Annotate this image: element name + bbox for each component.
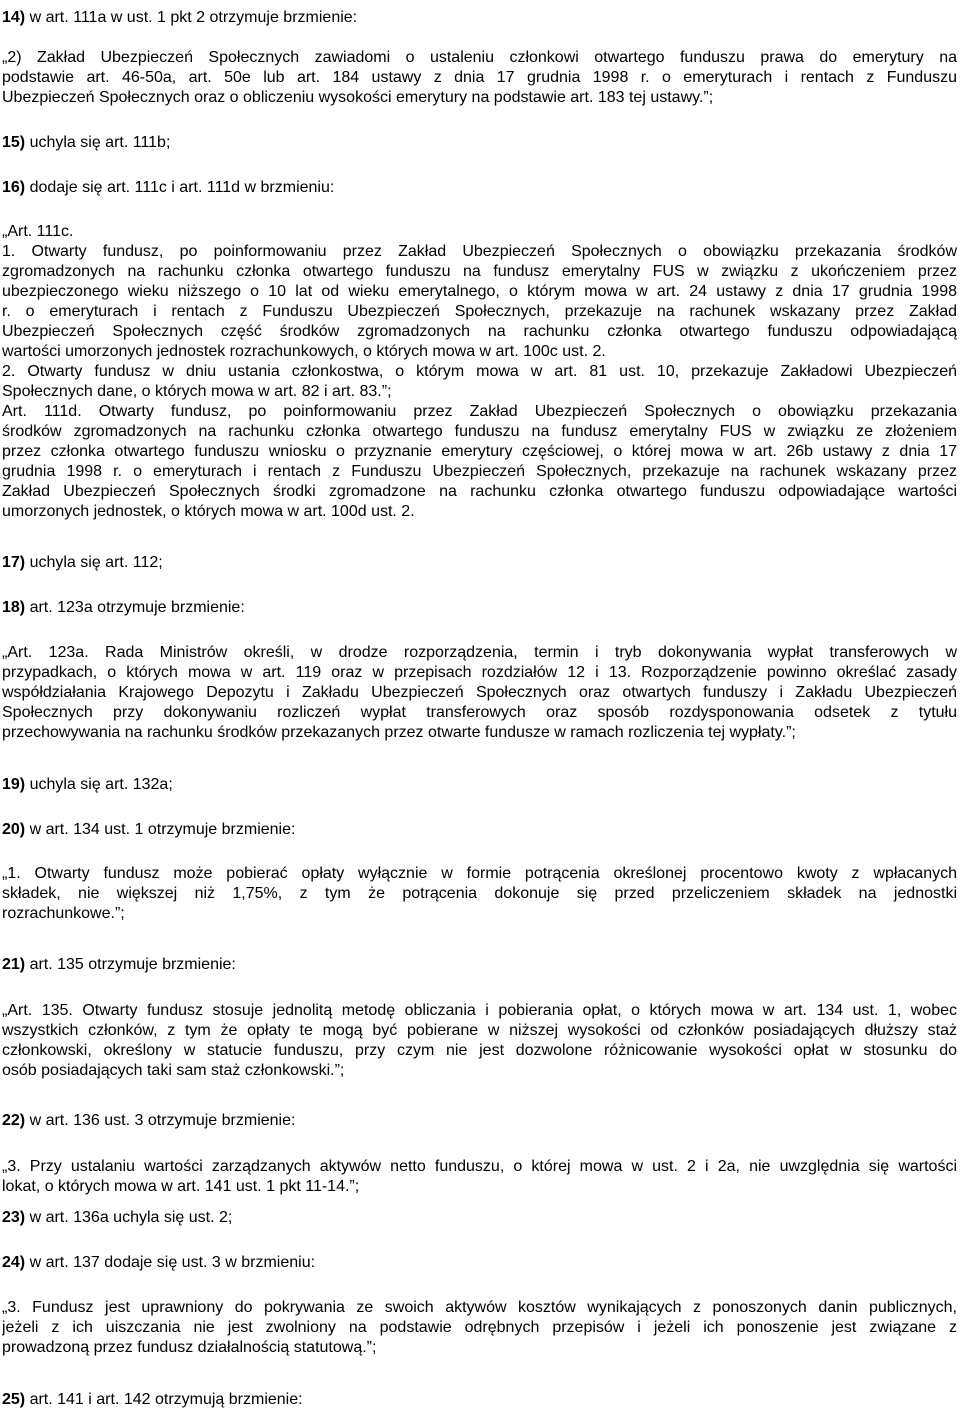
quoted-provision-line: Ubezpieczeń Społecznych część środków zgromadzonych na rachunku członka otwartego funduszu odpowiadającą [2, 323, 957, 340]
quoted-provision-line: 1. Otwarty fundusz, po poinformowaniu przez Zakład Ubezpieczeń Społecznych o obowiązku przekazania środków [2, 243, 957, 260]
amendment-heading [2, 553, 957, 573]
quoted-provision-line: jeżeli z ich uiszczania nie jest zwolniony na podstawie odrębnych przepisów i jeżeli ich ponoszenie jest związane z [2, 1319, 957, 1336]
amendment-instruction: uchyla się art. 111b; [25, 134, 171, 151]
quoted-provision-line: „3. Przy ustalaniu wartości zarządzanych aktywów netto funduszu, o której mowa w ust. 2 i 2a, nie uwzględnia się wartości [2, 1158, 957, 1175]
amendment-number: 15) [2, 134, 26, 151]
quoted-provision-line: Społecznych dane, o których mowa w art. 82 i art. 83.”; [2, 383, 392, 400]
quoted-provision-line: zgromadzonych na rachunku członka otwartego funduszu na fundusz emerytalny FUS w związku z ukończeniem przez [2, 263, 957, 280]
amendment-heading [2, 598, 957, 618]
amendment-instruction: uchyla się art. 132a; [25, 776, 173, 793]
quoted-provision-line: „2) Zakład Ubezpieczeń Społecznych zawiadomi o ustaleniu członkowi otwartego funduszu prawa do emerytury na [2, 49, 957, 66]
amendment-instruction: art. 135 otrzymuje brzmienie: [25, 956, 236, 973]
quoted-provision-line: ubezpieczonego wieku niższego o 10 lat od wieku emerytalnego, o którym mowa w art. 24 ustawy z dnia 17 grudnia 1998 [2, 283, 957, 300]
quoted-provision-line: podstawie art. 46-50a, art. 50e lub art. 184 ustawy z dnia 17 grudnia 1998 r. o emeryturach i rentach z Funduszu [2, 69, 957, 86]
amendment-instruction: uchyla się art. 112; [25, 554, 163, 571]
amendment-heading [2, 8, 957, 28]
amendment-number: 22) [2, 1112, 26, 1129]
quoted-provision-line: przez członka otwartego funduszu wniosku o przyznanie emerytury częściowej, o której mowa w art. 26b ustawy z dnia 17 [2, 443, 957, 460]
quoted-provision-line: grudnia 1998 r. o emeryturach i rentach z Funduszu Ubezpieczeń Społecznych, przekazuje na rachunek wskazany przez [2, 463, 957, 480]
amendment-number: 18) [2, 599, 26, 616]
quoted-provision-line: umorzonych jednostek, o których mowa w art. 100d ust. 2. [2, 503, 415, 520]
quoted-provision-line: „3. Fundusz jest uprawniony do pokrywania ze swoich aktywów kosztów wynikających z ponoszonych danin publicznych, [2, 1299, 957, 1316]
amendment-heading [2, 955, 957, 975]
quoted-provision-line: wszystkich członków, z tym że opłaty te mogą być pobierane w niższej wysokości od członków posiadających dłuższy staż [2, 1022, 957, 1039]
amendment-number: 17) [2, 554, 26, 571]
quoted-provision-line: współdziałania Krajowego Depozytu i Zakładu Ubezpieczeń Społecznych oraz otwartych funduszy i Zakładu Ubezpieczeń [2, 684, 957, 701]
quoted-provision-line: osób posiadających taki sam staż członkowski.”; [2, 1062, 345, 1079]
amendment-instruction: w art. 137 dodaje się ust. 3 w brzmieniu: [25, 1254, 316, 1271]
quoted-provision-line: przypadkach, o których mowa w art. 119 oraz w przepisach rozdziałów 12 i 13. Rozporządzenie powinno określać zasady [2, 664, 957, 681]
quoted-provision-line: środków zgromadzonych na rachunku członka otwartego funduszu na fundusz emerytalny FUS w związku ze złożeniem [2, 423, 957, 440]
amendment-number: 25) [2, 1391, 26, 1408]
amendment-number: 21) [2, 956, 26, 973]
amendment-instruction: art. 141 i art. 142 otrzymują brzmienie: [25, 1391, 303, 1408]
amendment-number: 20) [2, 821, 26, 838]
quoted-provision-line: Społecznych przy dokonywaniu rozliczeń wypłat transferowych oraz sposób rozdysponowania odsetek z tytułu [2, 704, 957, 721]
amendment-heading [2, 133, 957, 153]
amendment-instruction: w art. 111a w ust. 1 pkt 2 otrzymuje brzmienie: [25, 9, 358, 26]
amendment-heading [2, 1253, 957, 1273]
quoted-provision-line: 2. Otwarty fundusz w dniu ustania członkostwa, o którym mowa w art. 81 ust. 10, przekazuje Zakładowi Ubezpieczeń [2, 363, 957, 380]
amendment-number: 14) [2, 9, 26, 26]
quoted-provision-line: składek, nie większej niż 1,75%, z tym że potrącenia dokonuje się przed przeliczeniem składek na jednostki [2, 885, 957, 902]
amendment-instruction: art. 123a otrzymuje brzmienie: [25, 599, 245, 616]
amendment-number: 16) [2, 179, 26, 196]
quoted-provision-line: „Art. 135. Otwarty fundusz stosuje jednolitą metodę obliczania i pobierania opłat, o których mowa w art. 134 ust. 1, wobec [2, 1002, 957, 1019]
amendment-heading [2, 775, 957, 795]
amendment-instruction: w art. 136a uchyla się ust. 2; [25, 1209, 233, 1226]
amendment-number: 23) [2, 1209, 26, 1226]
quoted-provision-line: „Art. 123a. Rada Ministrów określi, w drodze rozporządzenia, termin i tryb dokonywania wypłat transferowych w [2, 644, 957, 661]
quoted-provision-line: rozrachunkowe.”; [2, 905, 125, 922]
quoted-provision-line: „1. Otwarty fundusz może pobierać opłaty wyłącznie w formie potrącenia określonej procentowo kwoty z wpłacanych [2, 865, 957, 882]
amendment-instruction: dodaje się art. 111c i art. 111d w brzmieniu: [25, 179, 335, 196]
amendment-heading [2, 1390, 957, 1410]
quoted-provision-line: „Art. 111c. [2, 223, 74, 240]
amendment-instruction: w art. 134 ust. 1 otrzymuje brzmienie: [25, 821, 296, 838]
quoted-provision-line: Ubezpieczeń Społecznych oraz o obliczeniu wysokości emerytury na podstawie art. 183 tej ustawy.”; [2, 89, 714, 106]
quoted-provision-line: Art. 111d. Otwarty fundusz, po poinformowaniu przez Zakład Ubezpieczeń Społecznych o obowiązku przekazania [2, 403, 957, 420]
quoted-provision-line: członkowski, określony w statucie funduszu, przy czym nie jest dozwolone różnicowanie wysokości opłat w stosunku do [2, 1042, 957, 1059]
amendment-heading [2, 1111, 957, 1131]
quoted-provision-line: Zakład Ubezpieczeń Społecznych środki zgromadzone na rachunku członka otwartego funduszu odpowiadające wartości [2, 483, 957, 500]
amendment-heading [2, 1208, 957, 1228]
amendment-heading [2, 820, 957, 840]
amendment-instruction: w art. 136 ust. 3 otrzymuje brzmienie: [25, 1112, 296, 1129]
amendment-number: 19) [2, 776, 26, 793]
quoted-provision-line: wartości umorzonych jednostek rozrachunkowych, o których mowa w art. 100c ust. 2. [2, 343, 606, 360]
quoted-provision-line: prowadzoną przez fundusz działalnością statutową.”; [2, 1339, 377, 1356]
quoted-provision-line: r. o emeryturach i rentach z Funduszu Ubezpieczeń Społecznych, przekazuje na rachunek wskazany przez Zakład [2, 303, 957, 320]
quoted-provision-line: przechowywania na rachunku środków przekazanych przez otwarte fundusze w ramach rozliczenia tej wypłaty.”; [2, 724, 796, 741]
amendment-heading [2, 178, 957, 198]
quoted-provision-line: lokat, o których mowa w art. 141 ust. 1 pkt 11-14.”; [2, 1178, 360, 1195]
amendment-number: 24) [2, 1254, 26, 1271]
